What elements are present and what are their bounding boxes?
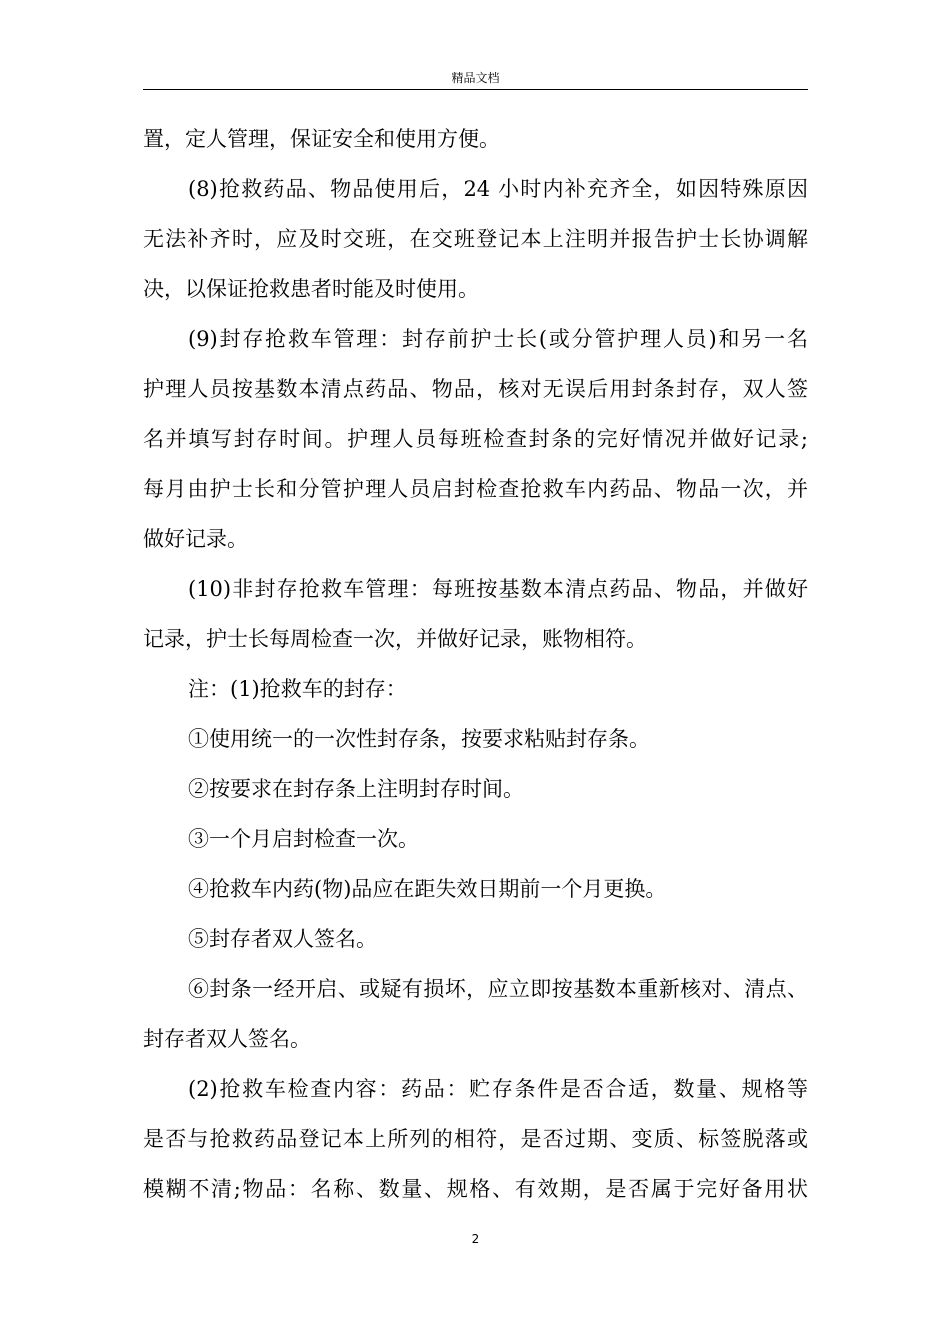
text-line: (8)抢救药品、物品使用后，24 小时内补充齐全，如因特殊原因 [188, 177, 808, 201]
text-line: 置，定人管理，保证安全和使用方便。 [143, 127, 500, 151]
text-line: 记录，护士长每周检查一次，并做好记录，账物相符。 [143, 627, 647, 651]
text-line: (2)抢救车检查内容：药品：贮存条件是否合适，数量、规格等 [188, 1077, 808, 1101]
text-line: 无法补齐时，应及时交班，在交班登记本上注明并报告护士长协调解 [143, 227, 808, 251]
text-line: 名并填写封存时间。护理人员每班检查封条的完好情况并做好记录; [143, 427, 808, 451]
page-header: 精品文档 [451, 71, 500, 85]
text-line: 注：(1)抢救车的封存： [188, 677, 407, 701]
text-line: 模糊不清;物品：名称、数量、规格、有效期，是否属于完好备用状 [143, 1177, 808, 1201]
text-line: 决，以保证抢救患者时能及时使用。 [143, 277, 479, 301]
header-divider [143, 89, 808, 90]
text-line: 做好记录。 [143, 527, 248, 551]
text-line: 是否与抢救药品登记本上所列的相符，是否过期、变质、标签脱落或 [143, 1127, 808, 1151]
text-line: 护理人员按基数本清点药品、物品，核对无误后用封条封存，双人签 [143, 377, 808, 401]
text-line: 封存者双人签名。 [143, 1027, 311, 1051]
text-line: (9)封存抢救车管理：封存前护士长(或分管护理人员)和另一名 [188, 327, 808, 351]
text-line: 每月由护士长和分管护理人员启封检查抢救车内药品、物品一次，并 [143, 477, 808, 501]
text-line: (10)非封存抢救车管理：每班按基数本清点药品、物品，并做好 [188, 577, 808, 601]
text-line: ⑤封存者双人签名。 [188, 927, 377, 951]
page-number: 2 [471, 1232, 480, 1246]
text-line: ③一个月启封检查一次。 [188, 827, 419, 851]
text-line: ②按要求在封存条上注明封存时间。 [188, 777, 524, 801]
document-body [143, 114, 808, 1214]
text-line: ⑥封条一经开启、或疑有损坏，应立即按基数本重新核对、清点、 [188, 977, 808, 1001]
text-line: ④抢救车内药(物)品应在距失效日期前一个月更换。 [188, 877, 667, 901]
text-line: ①使用统一的一次性封存条，按要求粘贴封存条。 [188, 727, 650, 751]
